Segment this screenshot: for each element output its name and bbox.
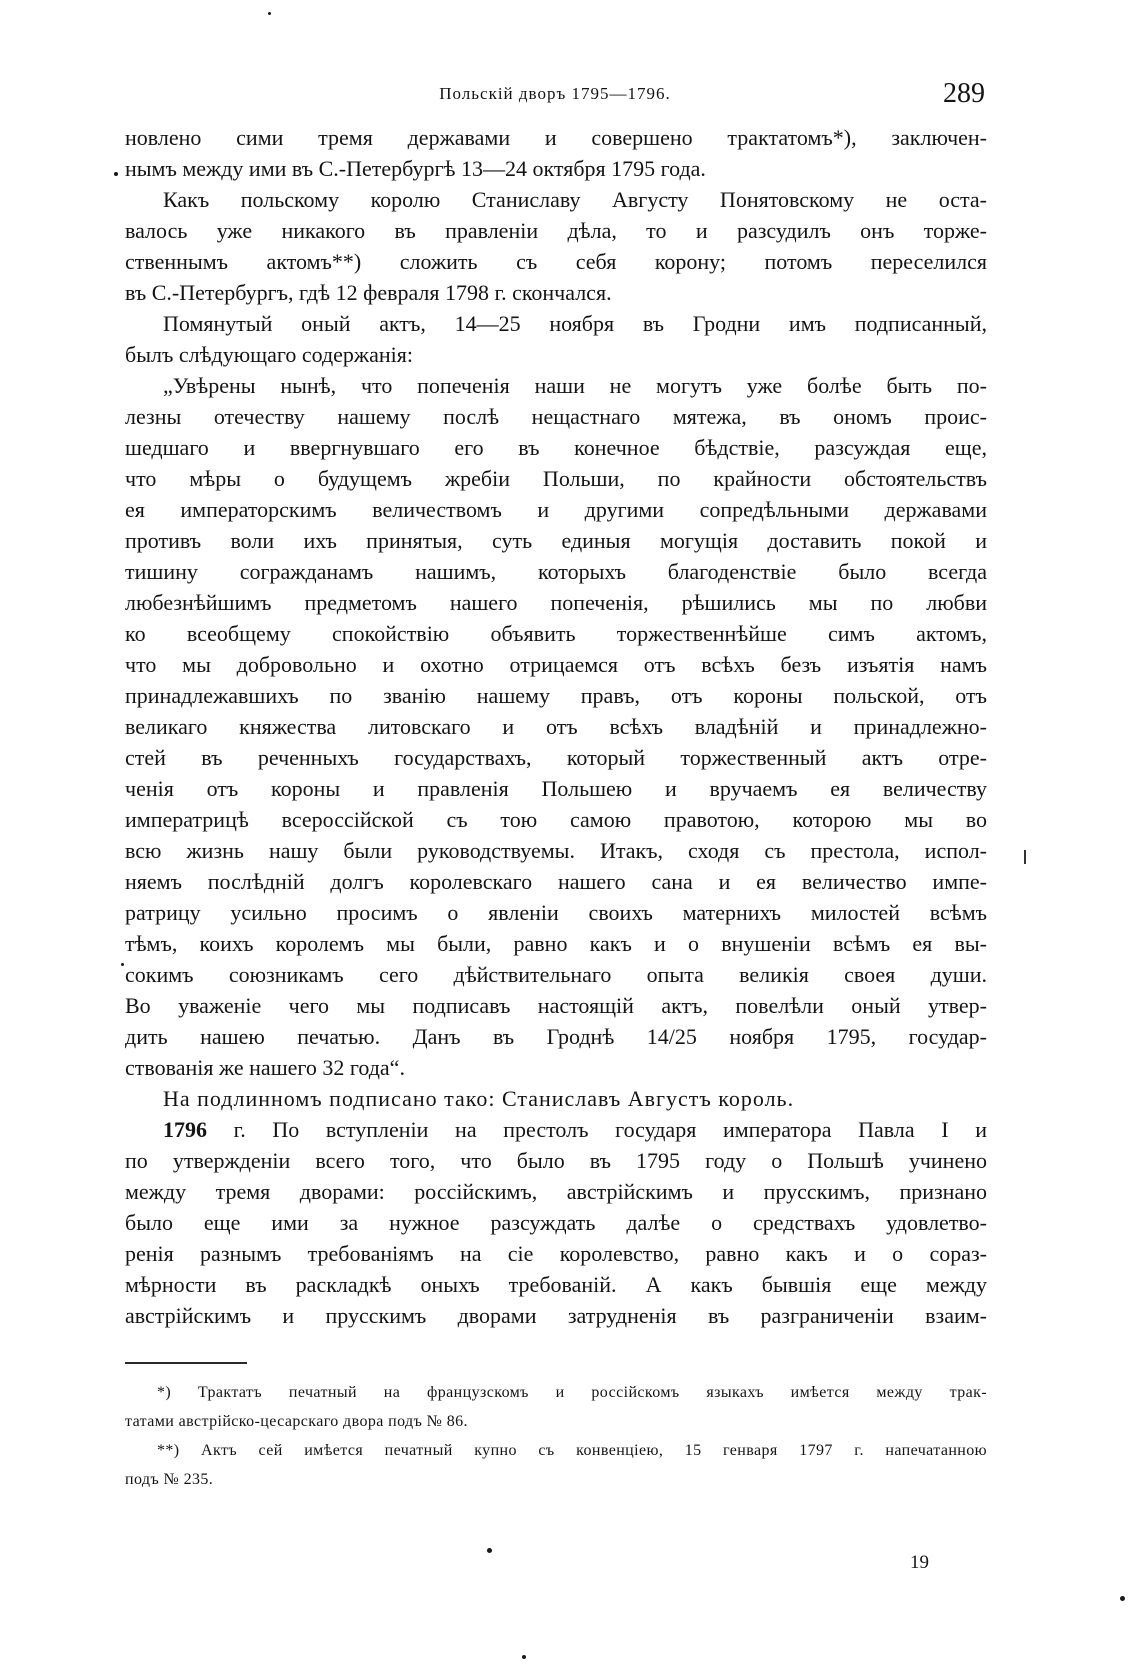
text-line: что мѣры о будущемъ жребіи Польши, по крайности обстоятельствъ (125, 466, 987, 491)
text-line: ратрицу усильно просимъ о явленіи своихъ матернихъ милостей всѣмъ (125, 900, 987, 925)
text-line: дить нашею печатью. Данъ въ Гроднѣ 14/25 ноября 1795, государ- (125, 1024, 987, 1049)
text-line: принадлежавшихъ по званію нашему правъ, отъ короны польской, отъ (125, 683, 987, 708)
text-line: всю жизнь нашу были руководствуемы. Итакъ, сходя съ престола, испол- (125, 838, 987, 863)
text-line: ственнымъ актомъ**) сложить съ себя корону; потомъ переселился (125, 249, 987, 274)
quote-start-line: „Увѣрены нынѣ, что попеченія наши не могутъ уже болѣе быть по- (163, 373, 987, 398)
text-line: стей въ реченныхъ государствахъ, который торжественный актъ отре- (125, 745, 987, 770)
text-line: тѣмъ, коихъ королемъ мы были, равно какъ и о внушеніи всѣмъ ея вы- (125, 931, 987, 956)
footnotes (125, 1378, 987, 1494)
margin-mark (1024, 850, 1026, 864)
text-line: противъ воли ихъ принятыя, суть единыя могущія доставить покой и (125, 528, 987, 553)
page-number: 289 (943, 78, 985, 109)
text-line: шедшаго и ввергнувшаго его въ конечное бѣдствіе, разсуждая еще, (125, 435, 987, 460)
text-line: ченія отъ короны и правленія Польшею и вручаемъ ея величеству (125, 776, 987, 801)
signature-line: На подлинномъ подписано тако: Станиславъ Августъ король. (163, 1086, 795, 1111)
text-line: между тремя дворами: россійскимъ, австрійскимъ и прусскимъ, признано (125, 1179, 987, 1204)
footnote-divider (125, 1362, 247, 1364)
year-1796: 1796 (163, 1117, 207, 1142)
footnote-line: *) Трактатъ печатный на французскомъ и россійскомъ языкахъ имѣется между трак- (157, 1384, 987, 1401)
text-line: австрійскимъ и прусскимъ дворами затрудненія въ разграниченіи взаим- (125, 1303, 987, 1328)
paragraph-start-line: Какъ польскому королю Станиславу Августу Понятовскому не оста- (163, 187, 987, 212)
text-line: въ С.-Петербургъ, гдѣ 12 февраля 1798 г. скончался. (125, 280, 612, 305)
text-line: валось уже никакого въ правленіи дѣла, то и разсудилъ онъ торже- (125, 218, 987, 243)
text-line: что мы добровольно и охотно отрицаемся отъ всѣхъ безъ изъятія намъ (125, 652, 987, 677)
text-line: тишину согражданамъ нашимъ, которыхъ благоденствіе было всегда (125, 559, 987, 584)
print-speck (487, 1548, 492, 1553)
text-line: мѣрности въ раскладкѣ оныхъ требованій. А какъ бывшія еще между (125, 1272, 987, 1297)
text-line: лезны отечеству нашему послѣ нещастнаго мятежа, въ ономъ проис- (125, 404, 987, 429)
text-line: было еще ими за нужное разсуждать далѣе о средствахъ удовлетво- (125, 1210, 987, 1235)
text-line: Во уваженіе чего мы подписавъ настоящій актъ, повелѣли оный утвер- (125, 993, 987, 1018)
text-line: ренія разнымъ требованіямъ на сіе королевство, равно какъ и о сораз- (125, 1241, 987, 1266)
text-line: великаго княжества литовскаго и отъ всѣхъ владѣній и принадлежно- (125, 714, 987, 739)
text-line: ея императорскимъ величествомъ и другими сопредѣльными державами (125, 497, 987, 522)
print-speck (268, 12, 271, 15)
text-line: ко всеобщему спокойствію объявить торжественнѣйше симъ актомъ, (125, 621, 987, 646)
text-line: былъ слѣдующаго содержанія: (125, 342, 413, 367)
running-title: Польскій дворъ 1795—1796. (439, 84, 671, 103)
paragraph-start-line (125, 1114, 987, 1145)
year-paragraph-text: г. По вступленіи на престолъ государя императора Павла I и (233, 1117, 987, 1142)
print-speck (1120, 1596, 1125, 1601)
footnote-line: подъ № 235. (125, 1471, 214, 1488)
text-line: няемъ послѣдній долгъ королевскаго нашего сана и ея величество импе- (125, 869, 987, 894)
paragraph-start-line: Помянутый оный актъ, 14—25 ноября въ Гродни имъ подписанный, (163, 311, 987, 336)
footnote-line: **) Актъ сей имѣется печатный купно съ конвенціею, 15 генваря 1797 г. напечатанною (157, 1442, 987, 1459)
text-line: любезнѣйшимъ предметомъ нашего попеченія, рѣшились мы по любви (125, 590, 987, 615)
text-line: нымъ между ими въ С.-Петербургѣ 13—24 октября 1795 года. (125, 156, 706, 181)
text-line: сокимъ союзникамъ сего дѣйствительнаго опыта великія своея души. (125, 962, 987, 987)
body-text (125, 122, 987, 1331)
print-speck (522, 1655, 526, 1659)
print-speck (121, 963, 124, 966)
text-line: новлено сими тремя державами и совершено трактатомъ*), заключен- (125, 125, 987, 150)
text-line: императрицѣ всероссійской съ тою самою правотою, которою мы во (125, 807, 987, 832)
running-head (125, 80, 985, 110)
print-speck (114, 172, 118, 176)
footnote-line: татами австрійско-цесарскаго двора подъ № 86. (125, 1413, 468, 1430)
text-line: ствованія же нашего 32 года“. (125, 1055, 405, 1080)
text-line: по утвержденіи всего того, что было въ 1795 году о Польшѣ учинено (125, 1148, 987, 1173)
signature-mark: 19 (910, 1552, 929, 1573)
